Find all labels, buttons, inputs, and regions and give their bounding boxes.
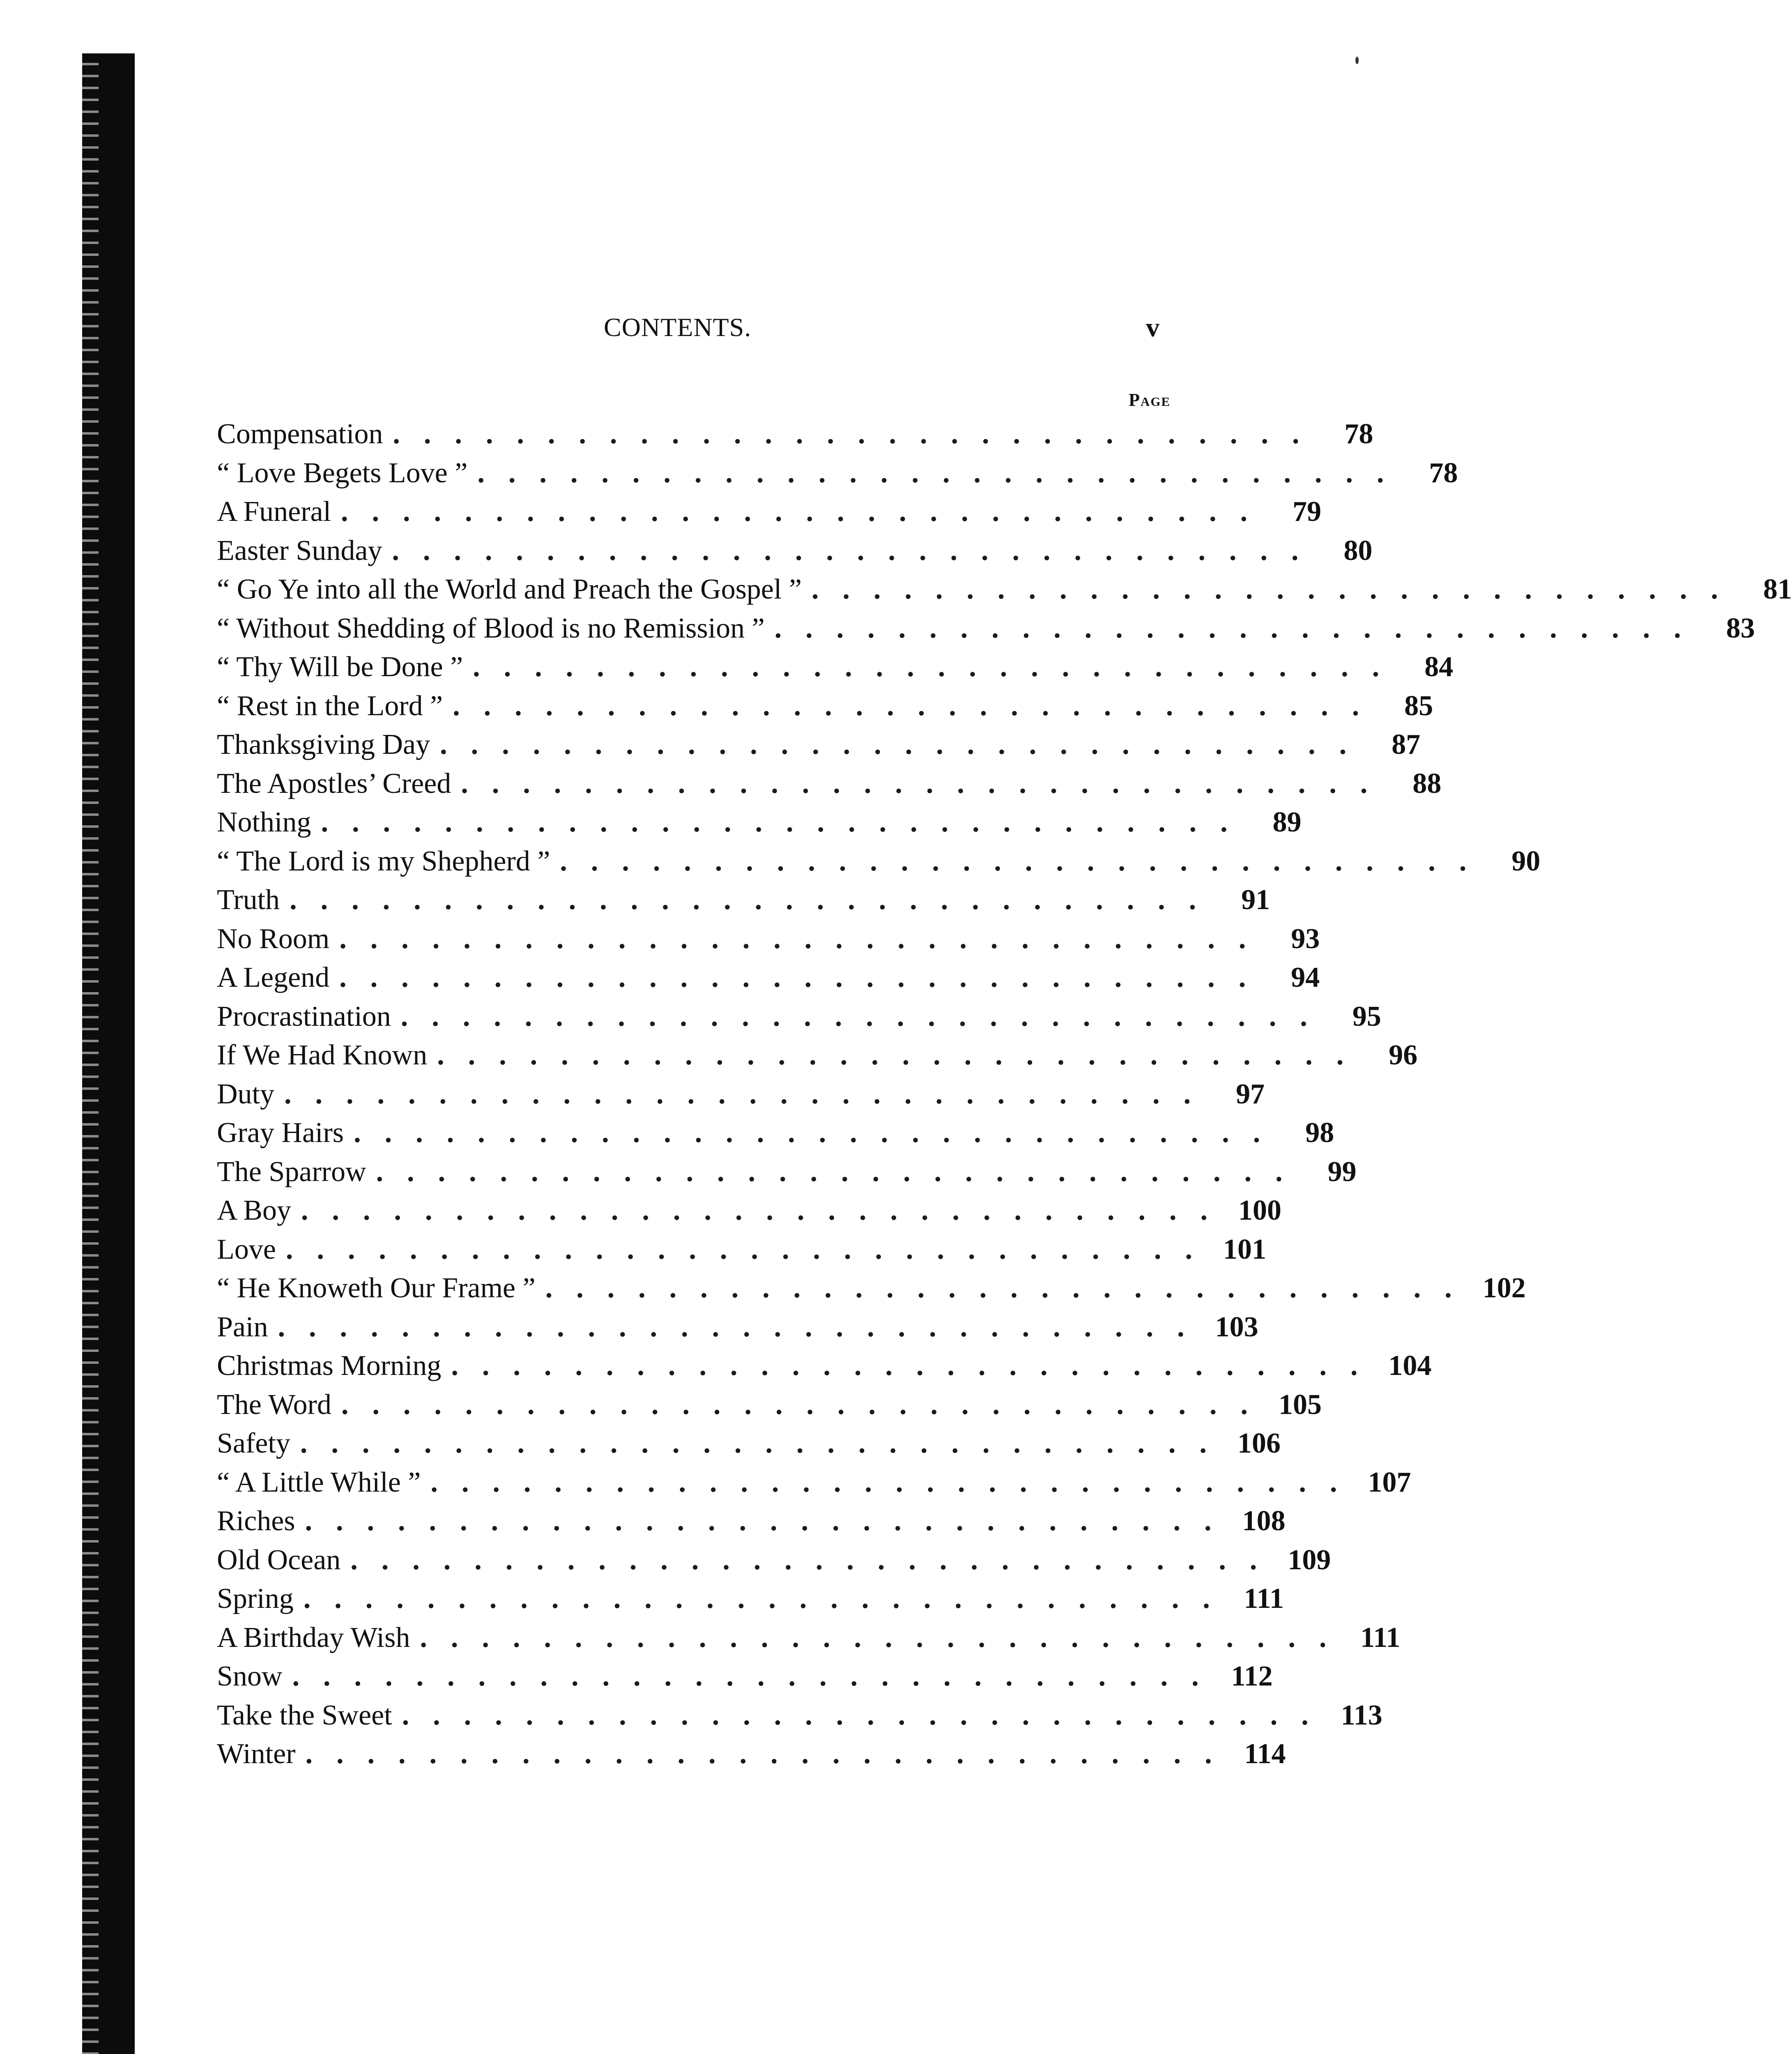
- toc-leader-dots: ..............................: [440, 729, 1371, 760]
- toc-leader-dots: ..............................: [453, 690, 1383, 722]
- toc-entry-page: 79: [1293, 496, 1322, 527]
- toc-entry-page: 102: [1482, 1272, 1526, 1304]
- toc-entry: [217, 1696, 1383, 1735]
- toc-leader-dots: ..............................: [300, 1428, 1231, 1459]
- toc-entry-title: “ Love Begets Love ”: [217, 457, 468, 489]
- table-of-contents: [217, 415, 1792, 1774]
- toc-leader-dots: ..............................: [354, 1117, 1284, 1149]
- toc-entry: [217, 1424, 1281, 1463]
- print-speck: [1355, 57, 1359, 64]
- toc-entry: [217, 1230, 1266, 1269]
- toc-entry: [217, 415, 1373, 454]
- toc-entry-page: 103: [1215, 1311, 1258, 1343]
- toc-entry: [217, 687, 1433, 726]
- toc-entry: [217, 648, 1454, 687]
- toc-entry: [217, 1657, 1273, 1696]
- toc-leader-dots: ..............................: [430, 1466, 1361, 1498]
- toc-entry-page: 78: [1344, 418, 1373, 450]
- page-number: v: [1146, 313, 1159, 343]
- toc-entry: [217, 842, 1541, 881]
- toc-entry: [217, 1269, 1526, 1308]
- toc-leader-dots: ..............................: [811, 573, 1742, 605]
- toc-entry-page: 105: [1278, 1389, 1322, 1421]
- toc-leader-dots: ..............................: [305, 1505, 1235, 1537]
- toc-entry: [217, 493, 1322, 532]
- toc-entry: [217, 1735, 1286, 1774]
- toc-entry: [217, 1580, 1284, 1619]
- toc-entry-title: Compensation: [217, 418, 383, 450]
- toc-entry-title: Pain: [217, 1311, 268, 1343]
- toc-entry-page: 80: [1343, 534, 1373, 566]
- toc-entry-title: “ A Little While ”: [217, 1466, 421, 1498]
- toc-entry-title: Truth: [217, 884, 280, 916]
- toc-entry-page: 87: [1392, 729, 1421, 760]
- toc-entry-title: “ He Knoweth Our Frame ”: [217, 1272, 536, 1304]
- toc-entry-title: Thanksgiving Day: [217, 729, 430, 760]
- toc-entry-page: 85: [1404, 690, 1433, 722]
- toc-entry-page: 111: [1244, 1583, 1284, 1614]
- toc-leader-dots: ..............................: [339, 923, 1270, 955]
- toc-entry-title: Riches: [217, 1505, 295, 1537]
- toc-entry: [217, 1153, 1357, 1192]
- toc-entry-title: Snow: [217, 1660, 283, 1692]
- toc-entry-title: If We Had Known: [217, 1039, 428, 1071]
- toc-entry-page: 107: [1368, 1466, 1411, 1498]
- toc-entry: [217, 920, 1320, 959]
- toc-entry-page: 93: [1291, 923, 1320, 955]
- toc-entry: [217, 1541, 1331, 1580]
- toc-entry-title: No Room: [217, 923, 330, 955]
- page-header: [0, 312, 1447, 345]
- toc-entry: [217, 570, 1792, 609]
- toc-leader-dots: ..............................: [285, 1233, 1216, 1265]
- toc-leader-dots: ..............................: [560, 845, 1491, 877]
- toc-entry: [217, 1308, 1258, 1347]
- toc-leader-dots: ..............................: [392, 534, 1323, 566]
- toc-entry: [217, 1502, 1286, 1541]
- toc-entry-title: Gray Hairs: [217, 1117, 344, 1149]
- toc-entry-page: 78: [1429, 457, 1458, 489]
- toc-entry-page: 88: [1412, 767, 1442, 799]
- toc-leader-dots: ..............................: [461, 767, 1392, 799]
- toc-entry-title: Christmas Morning: [217, 1350, 442, 1382]
- toc-entry: [217, 1036, 1418, 1075]
- toc-entry-page: 100: [1238, 1195, 1281, 1226]
- toc-entry-page: 104: [1388, 1350, 1432, 1382]
- toc-entry-page: 101: [1223, 1233, 1266, 1265]
- page-title: CONTENTS.: [604, 313, 752, 342]
- toc-entry-page: 111: [1360, 1621, 1401, 1653]
- toc-entry: [217, 1386, 1322, 1425]
- toc-entry-page: 112: [1231, 1660, 1273, 1692]
- toc-leader-dots: ..............................: [305, 1738, 1236, 1770]
- book-spine-edge: [82, 53, 99, 2054]
- toc-entry-title: A Legend: [217, 962, 330, 993]
- toc-entry-title: Duty: [217, 1078, 274, 1110]
- toc-entry-title: Spring: [217, 1583, 294, 1614]
- toc-entry-title: A Funeral: [217, 496, 331, 527]
- toc-leader-dots: ..............................: [341, 1389, 1272, 1421]
- toc-leader-dots: ..............................: [339, 962, 1270, 993]
- toc-leader-dots: ..............................: [301, 1195, 1231, 1226]
- toc-entry-title: The Apostles’ Creed: [217, 767, 451, 799]
- toc-entry-title: Old Ocean: [217, 1544, 341, 1576]
- toc-entry-page: 97: [1236, 1078, 1265, 1110]
- toc-leader-dots: ..............................: [545, 1272, 1476, 1304]
- toc-entry: [217, 1347, 1432, 1386]
- toc-leader-dots: ..............................: [376, 1156, 1307, 1188]
- toc-entry-page: 98: [1305, 1117, 1334, 1149]
- toc-leader-dots: ..............................: [402, 1699, 1332, 1731]
- toc-entry: [217, 532, 1373, 571]
- toc-leader-dots: ..............................: [321, 806, 1251, 838]
- toc-entry-page: 94: [1291, 962, 1320, 993]
- toc-entry-title: Take the Sweet: [217, 1699, 392, 1731]
- toc-entry-page: 84: [1424, 651, 1454, 683]
- toc-entry-page: 108: [1242, 1505, 1286, 1537]
- toc-leader-dots: ..............................: [278, 1311, 1208, 1343]
- toc-entry: [217, 454, 1458, 493]
- toc-entry: [217, 997, 1381, 1036]
- toc-leader-dots: ..............................: [292, 1660, 1223, 1692]
- toc-entry-page: 113: [1341, 1699, 1383, 1731]
- toc-leader-dots: ..............................: [437, 1039, 1368, 1071]
- toc-leader-dots: ..............................: [341, 496, 1272, 527]
- toc-entry-title: A Birthday Wish: [217, 1621, 410, 1653]
- toc-entry-title: “ Thy Will be Done ”: [217, 651, 463, 683]
- toc-entry-page: 114: [1244, 1738, 1286, 1770]
- toc-entry: [217, 881, 1270, 920]
- toc-leader-dots: ..............................: [350, 1544, 1281, 1576]
- toc-entry-page: 96: [1389, 1039, 1418, 1071]
- toc-leader-dots: ..............................: [284, 1078, 1215, 1110]
- toc-entry-title: Procrastination: [217, 1000, 391, 1032]
- toc-entry-page: 106: [1237, 1428, 1281, 1459]
- toc-entry-page: 91: [1241, 884, 1270, 916]
- toc-entry-title: The Sparrow: [217, 1156, 366, 1188]
- toc-entry-title: “ Without Shedding of Blood is no Remission ”: [217, 612, 765, 644]
- toc-entry: [217, 764, 1442, 804]
- toc-entry-title: The Word: [217, 1389, 331, 1421]
- toc-entry-page: 90: [1511, 845, 1541, 877]
- toc-entry-title: “ Go Ye into all the World and Preach the Gospel ”: [217, 573, 802, 605]
- page-column-label: Page: [1128, 390, 1171, 410]
- toc-leader-dots: ..............................: [420, 1621, 1350, 1653]
- toc-entry: [217, 1114, 1334, 1153]
- toc-entry-page: 83: [1726, 612, 1755, 644]
- toc-entry-title: Love: [217, 1233, 276, 1265]
- toc-entry-page: 109: [1288, 1544, 1331, 1576]
- toc-entry-title: Nothing: [217, 806, 311, 838]
- toc-entry-title: A Boy: [217, 1195, 291, 1226]
- toc-entry: [217, 1075, 1265, 1114]
- toc-entry-title: Easter Sunday: [217, 534, 382, 566]
- toc-leader-dots: ..............................: [473, 651, 1403, 683]
- toc-leader-dots: ..............................: [393, 418, 1323, 450]
- toc-leader-dots: ..............................: [451, 1350, 1382, 1382]
- toc-entry: [217, 725, 1421, 764]
- toc-entry: [217, 1463, 1411, 1502]
- toc-entry-page: 95: [1352, 1000, 1381, 1032]
- toc-leader-dots: ..............................: [303, 1583, 1234, 1614]
- toc-leader-dots: ..............................: [400, 1000, 1331, 1032]
- toc-entry-title: Safety: [217, 1428, 290, 1459]
- toc-entry: [217, 803, 1302, 842]
- toc-entry: [217, 958, 1320, 997]
- toc-entry: [217, 1619, 1401, 1658]
- toc-entry-title: Winter: [217, 1738, 296, 1770]
- toc-leader-dots: ..............................: [774, 612, 1705, 644]
- toc-leader-dots: ..............................: [477, 457, 1408, 489]
- toc-entry-title: “ Rest in the Lord ”: [217, 690, 443, 722]
- toc-leader-dots: ..............................: [290, 884, 1220, 916]
- toc-entry-page: 99: [1327, 1156, 1357, 1188]
- toc-entry: [217, 609, 1755, 648]
- toc-entry: [217, 1191, 1281, 1230]
- toc-entry-page: 89: [1272, 806, 1302, 838]
- toc-entry-title: “ The Lord is my Shepherd ”: [217, 845, 550, 877]
- toc-entry-page: 81: [1763, 573, 1792, 605]
